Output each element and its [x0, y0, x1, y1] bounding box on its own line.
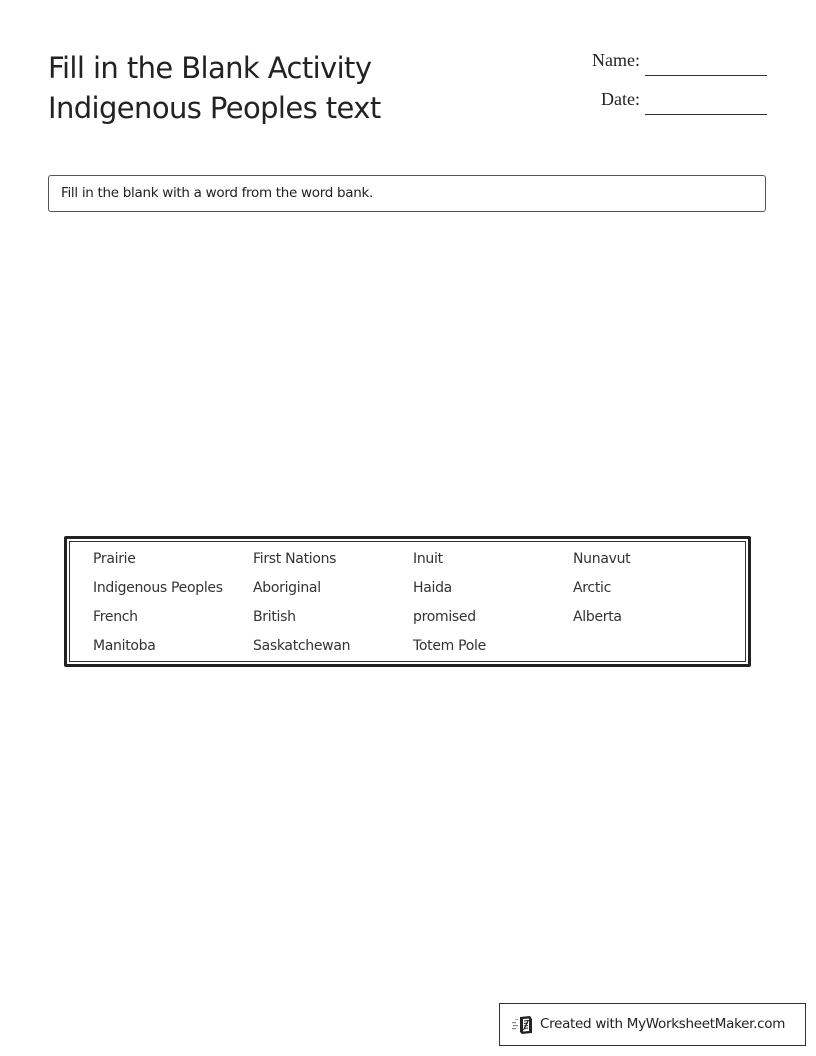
word-bank-inner-border — [69, 541, 746, 662]
created-with-badge[interactable] — [499, 1003, 806, 1046]
word-bank-item: Indigenous Peoples — [93, 580, 223, 596]
word-bank-item: Saskatchewan — [253, 638, 351, 654]
name-blank-line[interactable] — [645, 75, 767, 76]
word-bank-item: Totem Pole — [413, 638, 486, 654]
word-bank-item: Aboriginal — [253, 580, 321, 596]
date-row — [560, 89, 770, 119]
worksheet-title — [48, 48, 528, 128]
date-blank-line[interactable] — [645, 114, 767, 115]
date-label: Date: — [601, 89, 640, 109]
word-bank — [64, 536, 751, 667]
name-row — [560, 50, 770, 80]
word-bank-item: Prairie — [93, 551, 136, 567]
instructions-box — [48, 175, 766, 212]
title-line-2: Indigenous Peoples text — [48, 91, 381, 125]
name-label: Name: — [592, 50, 640, 70]
created-with-text[interactable]: Created with MyWorksheetMaker.com — [540, 1016, 786, 1032]
worksheet-maker-logo-icon — [512, 1015, 536, 1035]
word-bank-item: promised — [413, 609, 476, 625]
word-bank-item: Manitoba — [93, 638, 156, 654]
word-bank-item: Haida — [413, 580, 452, 596]
word-bank-item: First Nations — [253, 551, 337, 567]
word-bank-item: British — [253, 609, 296, 625]
word-bank-item: Alberta — [573, 609, 622, 625]
title-line-1: Fill in the Blank Activity — [48, 51, 372, 85]
word-bank-item: Nunavut — [573, 551, 631, 567]
word-bank-item: French — [93, 609, 138, 625]
word-bank-item: Inuit — [413, 551, 443, 567]
word-bank-item: Arctic — [573, 580, 611, 596]
instructions-text: Fill in the blank with a word from the word bank. — [61, 185, 374, 201]
